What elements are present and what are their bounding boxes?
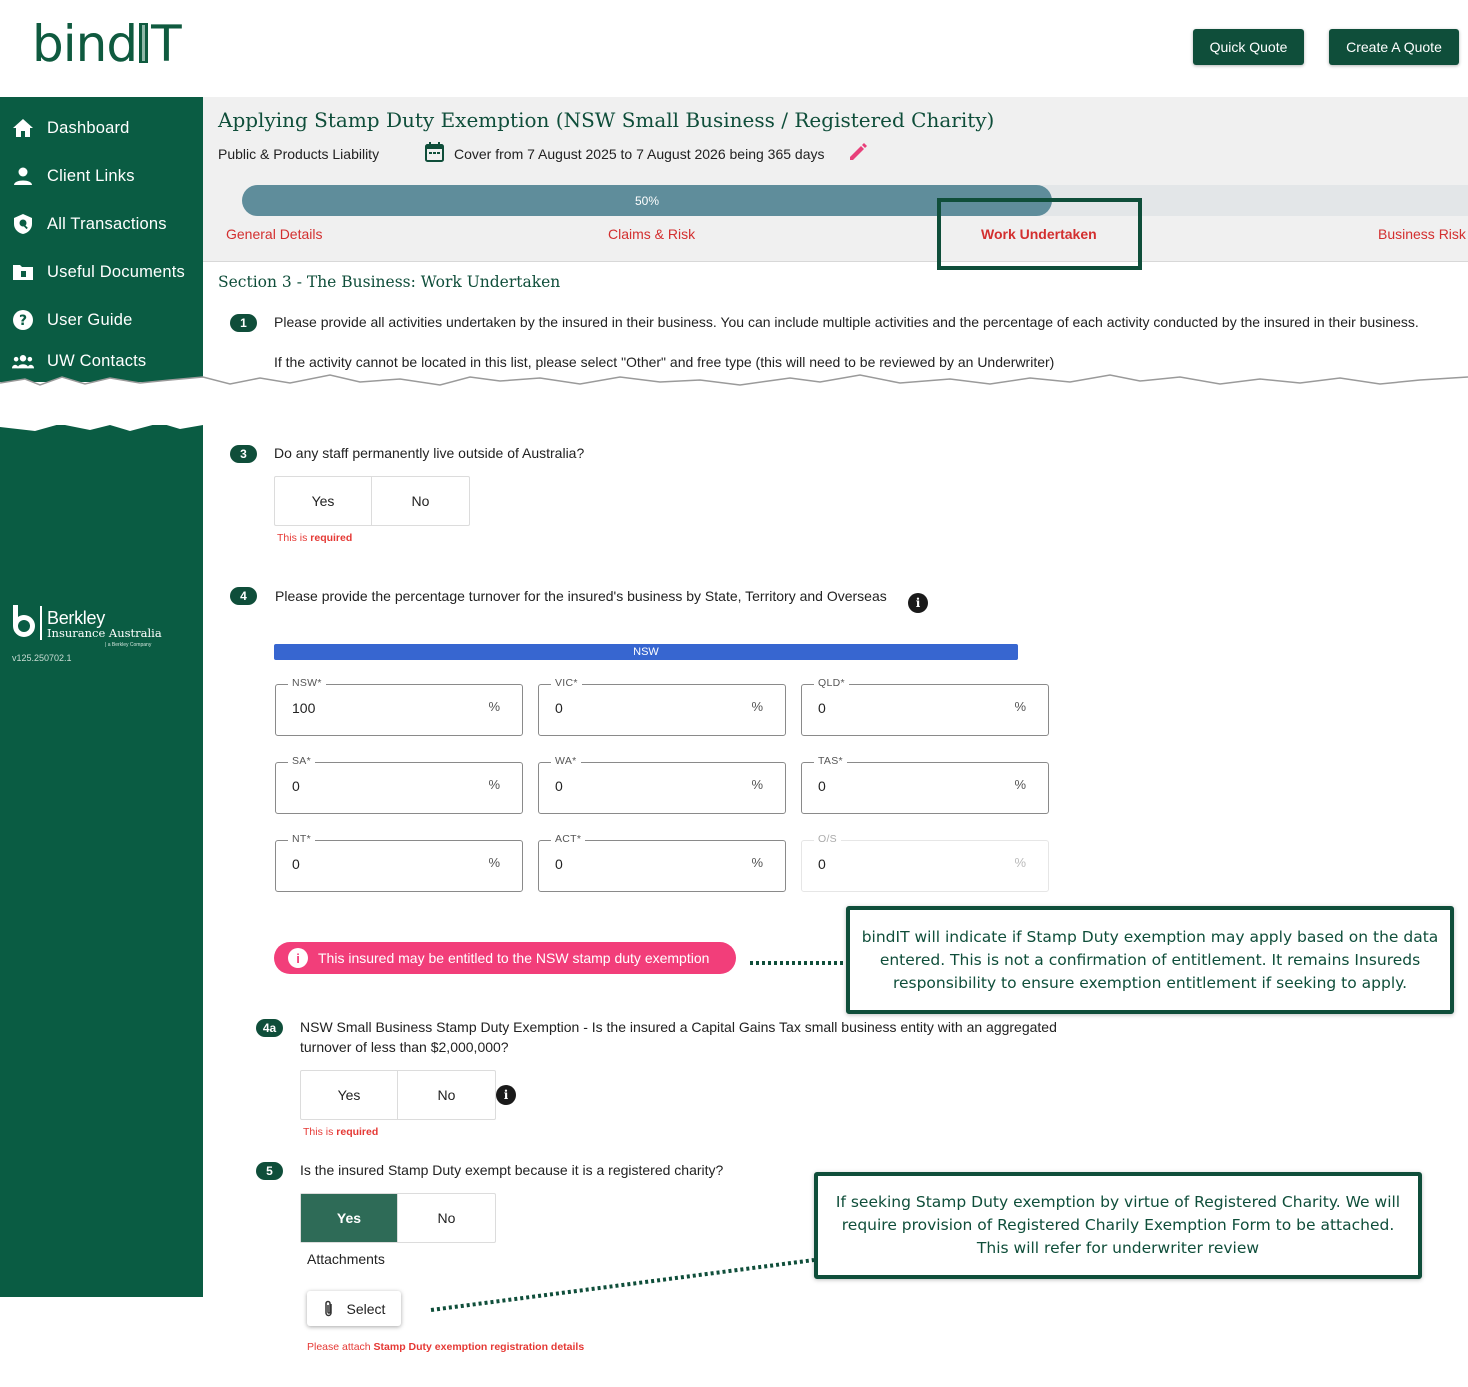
question-4a-text-line1: NSW Small Business Stamp Duty Exemption - Is the insured a Capital Gains Tax small business entity with an aggregated <box>300 1019 1057 1035</box>
berkley-brand-sub: Insurance Australia <box>47 626 162 640</box>
exemption-indicator-callout <box>846 906 1454 1014</box>
folder-icon <box>12 261 34 283</box>
product-name: Public & Products Liability <box>218 146 380 162</box>
info-icon[interactable]: i <box>908 593 928 613</box>
create-quote-button[interactable]: Create A Quote <box>1329 29 1459 65</box>
logo-text-left: bind <box>32 15 138 73</box>
alert-info-icon: i <box>288 948 308 968</box>
quick-quote-button[interactable]: Quick Quote <box>1193 29 1304 65</box>
question-5-text: Is the insured Stamp Duty exempt because it is a registered charity? <box>300 1162 724 1178</box>
cover-period: Cover from 7 August 2025 to 7 August 2026 being 365 days <box>454 146 825 162</box>
question-number: 4 <box>230 587 257 605</box>
q3-yes-no-toggle <box>274 476 470 526</box>
calendar-icon <box>425 142 444 167</box>
q4a-yes-no-toggle <box>300 1070 496 1120</box>
sidebar-item-client-links[interactable] <box>0 152 203 200</box>
berkley-divider <box>40 606 42 640</box>
question-1-text: Please provide all activities undertaken by the insured in their business. You can include multiple activities and the percentage of each activity conducted by the insured in their business. <box>274 314 1419 330</box>
sidebar-item-useful-documents[interactable] <box>0 248 203 296</box>
nsw-percent-field[interactable]: NSW* 100 % <box>275 684 523 736</box>
section-title: Section 3 - The Business: Work Undertaken <box>218 273 561 291</box>
stamp-duty-alert-text: This insured may be entitled to the NSW stamp duty exemption <box>318 950 710 966</box>
step-general-details[interactable]: General Details <box>226 226 323 242</box>
q4a-no-button[interactable]: No <box>437 1087 456 1103</box>
home-icon <box>12 117 34 139</box>
sidebar-item-label: Client Links <box>47 166 135 185</box>
callout-line: responsibility to ensure exemption entitlement if seeking to apply. <box>892 973 1408 992</box>
question-number: 5 <box>256 1162 283 1180</box>
step-claims-risk[interactable]: Claims & Risk <box>608 226 696 242</box>
wa-percent-field[interactable]: WA* 0 % <box>538 762 786 814</box>
step-business-risk[interactable]: Business Risk <box>1378 226 1466 242</box>
svg-text:?: ? <box>18 313 28 329</box>
sidebar-item-label: Dashboard <box>47 118 130 137</box>
sidebar-item-label: User Guide <box>47 310 133 329</box>
berkley-logo <box>10 604 38 643</box>
person-icon <box>12 165 34 187</box>
q3-required-error: This is required <box>277 532 353 544</box>
berkley-mark-icon <box>10 604 38 638</box>
berkley-brand-name: Berkley <box>47 608 105 628</box>
registered-charity-callout <box>814 1172 1422 1279</box>
attachment-required-error: Please attach Stamp Duty exemption registration details <box>307 1341 585 1353</box>
overseas-percent-field: O/S 0 % <box>801 840 1049 892</box>
q4a-required-error: This is required <box>303 1126 379 1138</box>
callout-line: require provision of Registered Charily Exemption Form to be attached. <box>841 1216 1395 1234</box>
q3-no-button[interactable]: No <box>411 493 430 509</box>
attachments-label: Attachments <box>307 1251 385 1267</box>
logo-text-right: T <box>151 15 181 73</box>
logo-bar-glyph <box>139 23 148 63</box>
callout-connector <box>428 1255 818 1315</box>
qld-percent-field[interactable]: QLD* 0 % <box>801 684 1049 736</box>
torn-page-break <box>0 365 1468 445</box>
q5-yes-button[interactable]: Yes <box>301 1194 398 1242</box>
question-4-text: Please provide the percentage turnover for the insured's business by State, Territory and Overseas <box>275 588 887 604</box>
question-number: 3 <box>230 445 257 463</box>
paperclip-icon <box>323 1300 335 1318</box>
question-1-note: If the activity cannot be located in this list, please select "Other" and free type (this will need to be reviewed by an Underwriter) <box>274 354 1055 370</box>
help-icon <box>12 309 34 331</box>
q4a-yes-button[interactable]: Yes <box>301 1071 398 1119</box>
sidebar-lower <box>0 425 203 1297</box>
question-number: 4a <box>256 1019 283 1037</box>
sidebar-item-all-transactions[interactable] <box>0 200 203 248</box>
nt-percent-field[interactable]: NT* 0 % <box>275 840 523 892</box>
active-step-highlight <box>937 198 1142 270</box>
sidebar-item-label: Useful Documents <box>47 262 186 281</box>
stamp-duty-alert <box>274 942 736 974</box>
question-4a-text-line2: turnover of less than $2,000,000? <box>300 1039 509 1055</box>
q5-yes-no-toggle <box>300 1193 496 1243</box>
shield-icon <box>12 213 34 235</box>
q5-no-button[interactable]: No <box>437 1210 456 1226</box>
bindit-logo[interactable] <box>32 14 181 74</box>
sidebar-item-label: UW Contacts <box>47 351 147 370</box>
callout-line: entered. This is not a confirmation of entitlement. It remains Insureds <box>879 950 1421 969</box>
callout-line: If seeking Stamp Duty exemption by virtue of Registered Charity. We will <box>835 1193 1401 1211</box>
step-work-undertaken[interactable]: Work Undertaken <box>981 226 1097 242</box>
vic-percent-field[interactable]: VIC* 0 % <box>538 684 786 736</box>
select-button-label: Select <box>346 1300 386 1317</box>
state-distribution-bar: NSW <box>274 644 1018 660</box>
page-title: Applying Stamp Duty Exemption (NSW Small Business / Registered Charity) <box>218 108 995 132</box>
sidebar-item-label: All Transactions <box>47 214 167 233</box>
info-icon[interactable]: i <box>496 1085 516 1105</box>
question-3-text: Do any staff permanently live outside of Australia? <box>274 445 585 461</box>
app-version: v125.250702.1 <box>12 653 72 663</box>
sidebar-item-dashboard[interactable] <box>0 104 203 152</box>
callout-line: This will refer for underwriter review <box>976 1239 1260 1257</box>
sa-percent-field[interactable]: SA* 0 % <box>275 762 523 814</box>
question-number: 1 <box>230 314 257 332</box>
callout-line: bindIT will indicate if Stamp Duty exemption may apply based on the data <box>861 927 1439 946</box>
q3-yes-button[interactable]: Yes <box>275 477 372 525</box>
tas-percent-field[interactable]: TAS* 0 % <box>801 762 1049 814</box>
edit-pencil-icon[interactable] <box>848 141 869 167</box>
select-attachment-button[interactable] <box>307 1291 401 1326</box>
berkley-brand-tag: | a Berkley Company <box>105 642 152 648</box>
act-percent-field[interactable]: ACT* 0 % <box>538 840 786 892</box>
sidebar-item-user-guide[interactable] <box>0 296 203 344</box>
progress-bar: 50% <box>242 185 1052 216</box>
callout-connector <box>748 958 848 968</box>
